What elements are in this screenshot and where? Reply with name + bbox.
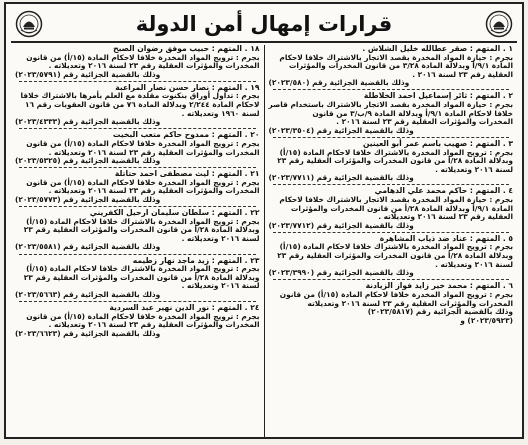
charge-text: خلافا لاحكام المادة ٩/١/أ وبدلالة المادة ٩/ب/٣ من قانون xyxy=(312,108,513,118)
case-number: وذلك بالقضية الجزائية رقم (٢٠٢٣/٣٥٠٤) xyxy=(268,125,414,135)
charge-text: بجرم : تداول أوراق بنكنوت مقلدة مع العلم بأمرها بالاشتراك خلافا xyxy=(20,91,260,101)
entry-divider xyxy=(273,137,510,138)
entry-divider xyxy=(273,89,510,90)
charge-text: وذلك بالقضية الجزائية رقم (٢٠٢٣/٥٨١٧) xyxy=(367,307,513,317)
notice-columns xyxy=(11,45,517,439)
case-number: وذلك بالقضية الجزائية رقم (٢٠٢٣/٤٣٣٣) xyxy=(15,117,161,127)
charge-text: المخدرات والمؤثرات العقلية رقم ٢٣ لسنة ٢٠١٦ وتعديلاته . xyxy=(48,61,260,71)
notice-entry xyxy=(269,235,514,278)
charge-text: بجرم : ترويج المواد المخدرة خلافا لاحكام المادة (١٥/أ) من قانون xyxy=(26,311,260,321)
defendant-name: ٢ . المتهم : ثائر إسماعيل احمد الخلاطلة xyxy=(363,91,513,101)
notice-entry xyxy=(15,84,260,127)
charge-text: بجرم : ترويج المواد المخدرة بالاشتراك خلافا لاحكام المادة (١٥/أ) xyxy=(26,264,260,274)
charge-text: لاحكام المادة ٢/٢٤٤ وبدلالة المادة ٧٦ من قانون العقوبات رقم ١٦ xyxy=(24,100,260,110)
charge-text: العقلية رقم ٢٣ لسنة ٢٠١٦ وتعديلاته . xyxy=(378,212,513,222)
entry-divider xyxy=(19,254,256,255)
defendant-name: ١٨ . المتهم : حبيب موفق رضوان الصبح xyxy=(113,45,260,53)
notice-entry xyxy=(269,45,514,88)
defendant-name: ١ . المتهم : صقر عطالله خليل الشلاش . xyxy=(362,45,513,53)
case-number: وذلك بالقضية الجزائية رقم (٢٠٢٣/٧٧١١) xyxy=(268,173,414,183)
charge-text: المخدرات والمؤثرات العقلية رقم ٢٣ لسنة ٢٠١٦ وتعديلاته . xyxy=(48,186,260,196)
charge-text: لسنة ٢٠١٦ وتعديلاته . xyxy=(181,233,260,243)
defendant-name: ٥ . المتهم : عناد ضد ذياب المشاهرة xyxy=(379,233,513,243)
case-number: وذلك بالقضية الجزائية رقم (٢٠٢٣/٥٣٢٥) xyxy=(15,156,161,166)
notice-entry xyxy=(15,257,260,300)
charge-text: المادة ٩/١/أ وبدلالة المادة ٣/٢٨ من قانون المخدرات والمؤثرات xyxy=(288,61,513,71)
charge-text: وبدلالة المادة ٢٨/أ من قانون المخدرات والمؤثرات العقلية رقم ٢٣ xyxy=(277,156,513,166)
notice-entry xyxy=(15,45,260,79)
case-number: وذلك بالقضية الجزائية رقم (٢٠٢٣/٦٦٢٣) xyxy=(15,328,161,338)
charge-text: العقلية رقم ٢٣ لسنة ٢٠١٦ . xyxy=(412,69,513,79)
charge-text: بجرم : ترويج المواد المخدرة خلافا لاحكام المادة (١٥/أ) من قانون xyxy=(279,289,513,299)
charge-text: المخدرات والمؤثرات العقلية رقم ٢٣ لسنة ٢٠١٦ وتعديلاته . xyxy=(48,147,260,157)
defendant-name: ٤ . المتهم : حاكم محمد علي الدهامي xyxy=(374,186,513,196)
defendant-name: ٢١ . المتهم : ليث مصطفى احمد حتاتلة xyxy=(114,169,260,179)
case-number: وذلك بالقضية الجزائية رقم (٢٠٢٣/٣٩٩٠) xyxy=(268,268,414,278)
case-number: وذلك بالقضية الجزائية رقم (٢٠٢٣/٥٨٠) xyxy=(268,78,410,88)
charge-text: لسنة ٢٠١٦ وتعديلاته . xyxy=(181,281,260,291)
notice-entry xyxy=(15,209,260,252)
charge-text: بجرم : حيازة المواد المخدرة بقصد الاتجار بالاشتراك باستخدام قاصر xyxy=(268,100,513,110)
notice-entry xyxy=(15,304,260,338)
case-number: وذلك بالقضية الجزائية رقم (٢٠٢٣/٥٧٧٣) xyxy=(15,195,161,204)
charge-text: (٢٠٢٣/٥٩٢٣) و xyxy=(460,315,513,325)
defendant-name: ٦ . المتهم : محمد خير زايد فواز الزيادنة xyxy=(365,281,513,291)
charge-text: لسنة ٢٠١٦ وتعديلاته . xyxy=(435,259,513,269)
charge-text: لسنة ١٩٦٠ وتعديلاته . xyxy=(181,108,260,118)
page-title: قرارات إمهال أمن الدولة xyxy=(135,12,393,36)
entry-divider xyxy=(19,81,256,82)
charge-text: بجرم : ترويج المواد المخدرة خلافا لاحكام المادة (١٥/أ) من قانون xyxy=(26,177,260,187)
entry-divider xyxy=(273,279,510,280)
defendant-name: ٢٣ . المتهم : زيد ماجد نهار زطيمه xyxy=(132,255,260,265)
notice-entry xyxy=(15,131,260,165)
charge-text: بجرم : ترويج المواد المخدرة بالاشتراك خلافا لاحكام المادة (١٥/أ) xyxy=(279,147,513,157)
charge-text: المادة ٩/١/أ وبدلالة المادة ٢٨/أ من قانون المخدرات والمؤثرات xyxy=(290,203,513,213)
notice-entry xyxy=(15,170,260,204)
charge-text: وبدلالة المادة ٢٨/أ من قانون المخدرات والمؤثرات العقلية رقم ٢٣ xyxy=(23,272,260,282)
entry-divider xyxy=(19,206,256,207)
case-number: وذلك بالقضية الجزائية رقم (٢٠٢٣/٥٥٨١) xyxy=(15,242,161,252)
entry-divider xyxy=(19,167,256,168)
page-header xyxy=(11,7,517,43)
charge-text: وبدلالة المادة ٢٨/أ من قانون المخدرات والمؤثرات العقلية رقم ٢٣ xyxy=(23,225,260,235)
notice-entry xyxy=(269,282,514,325)
charge-text: بجرم : ترويج المواد المخدرة خلافا لاحكام المادة (١٥/أ) من قانون xyxy=(26,138,260,148)
defendant-name: ٢٢ . المتهم : سلطان سليمان ارحيل الكفريني xyxy=(89,208,260,218)
charge-text: المخدرات والمؤثرات العقلية رقم ٢٣ لسنة ٢٠١٦ وتعديلاته . xyxy=(48,320,260,330)
charge-text: بجرم : ترويج المواد المخدرة بالاشتراك خلافا لاحكام المادة (١٥/أ) xyxy=(279,242,513,252)
notice-entry xyxy=(269,92,514,135)
defendant-name: ٢٤ . المتهم : نور الدين نهير عبد السردية xyxy=(109,303,260,313)
case-number: وذلك بالقضية الجزائية رقم (٢٠٢٣/٥٧٩١) xyxy=(15,69,161,79)
right-column xyxy=(264,45,518,439)
charge-text: بجرم : حيازة المواد المخدرة بقصد الاتجار بالاشتراك خلافا لاحكام xyxy=(279,52,513,62)
case-number: وذلك بالقضية الجزائية رقم (٢٠٢٣/٧٧١٢) xyxy=(268,220,414,230)
defendant-name: ٣ . المتهم : صهيب باسم عمر أبو العينين xyxy=(362,138,513,148)
notice-entry xyxy=(269,187,514,230)
charge-text: بجرم : ترويج المواد المخدرة خلافا لاحكام المادة (١٥/أ) من قانون xyxy=(26,52,260,62)
charge-text: بجرم : ترويج المواد المخدرة بالاشتراك خلافا لاحكام المادة (١٥/أ) xyxy=(26,216,260,226)
court-emblem-icon xyxy=(485,10,513,38)
charge-text: لسنة ٢٠١٦ وتعديلاته . xyxy=(435,164,513,174)
defendant-name: ٢٠ . المتهم : ممدوح حاكم متعب البخيت xyxy=(112,130,260,140)
charge-text: المخدرات والمؤثرات العقلية رقم ٢٣ لسنة ٢٠١٦ . xyxy=(336,117,513,127)
notice-page xyxy=(4,2,524,439)
charge-text: بجرم : حيازة المواد المخدرة بقصد الاتجار بالاشتراك خلافا لاحكام xyxy=(279,195,513,204)
charge-text: المخدرات والمؤثرات العقلية رقم ٢٣ لسنة ٢٠١٦ وتعديلاته xyxy=(307,298,513,308)
charge-text: وبدلالة المادة ٢٨/أ من قانون المخدرات والمؤثرات العقلية رقم ٢٣ xyxy=(277,251,513,261)
entry-divider xyxy=(273,232,510,233)
left-column xyxy=(11,45,264,439)
case-number: وذلك بالقضية الجزائية رقم (٢٠٢٣/٥٦٦٣) xyxy=(15,289,161,299)
entry-divider xyxy=(273,184,510,185)
defendant-name: ١٩ . المتهم : نصار حسن نصار المراعبة xyxy=(115,82,260,92)
entry-divider xyxy=(19,128,256,129)
entry-divider xyxy=(19,301,256,302)
notice-entry xyxy=(269,140,514,183)
court-emblem-icon xyxy=(15,10,43,38)
